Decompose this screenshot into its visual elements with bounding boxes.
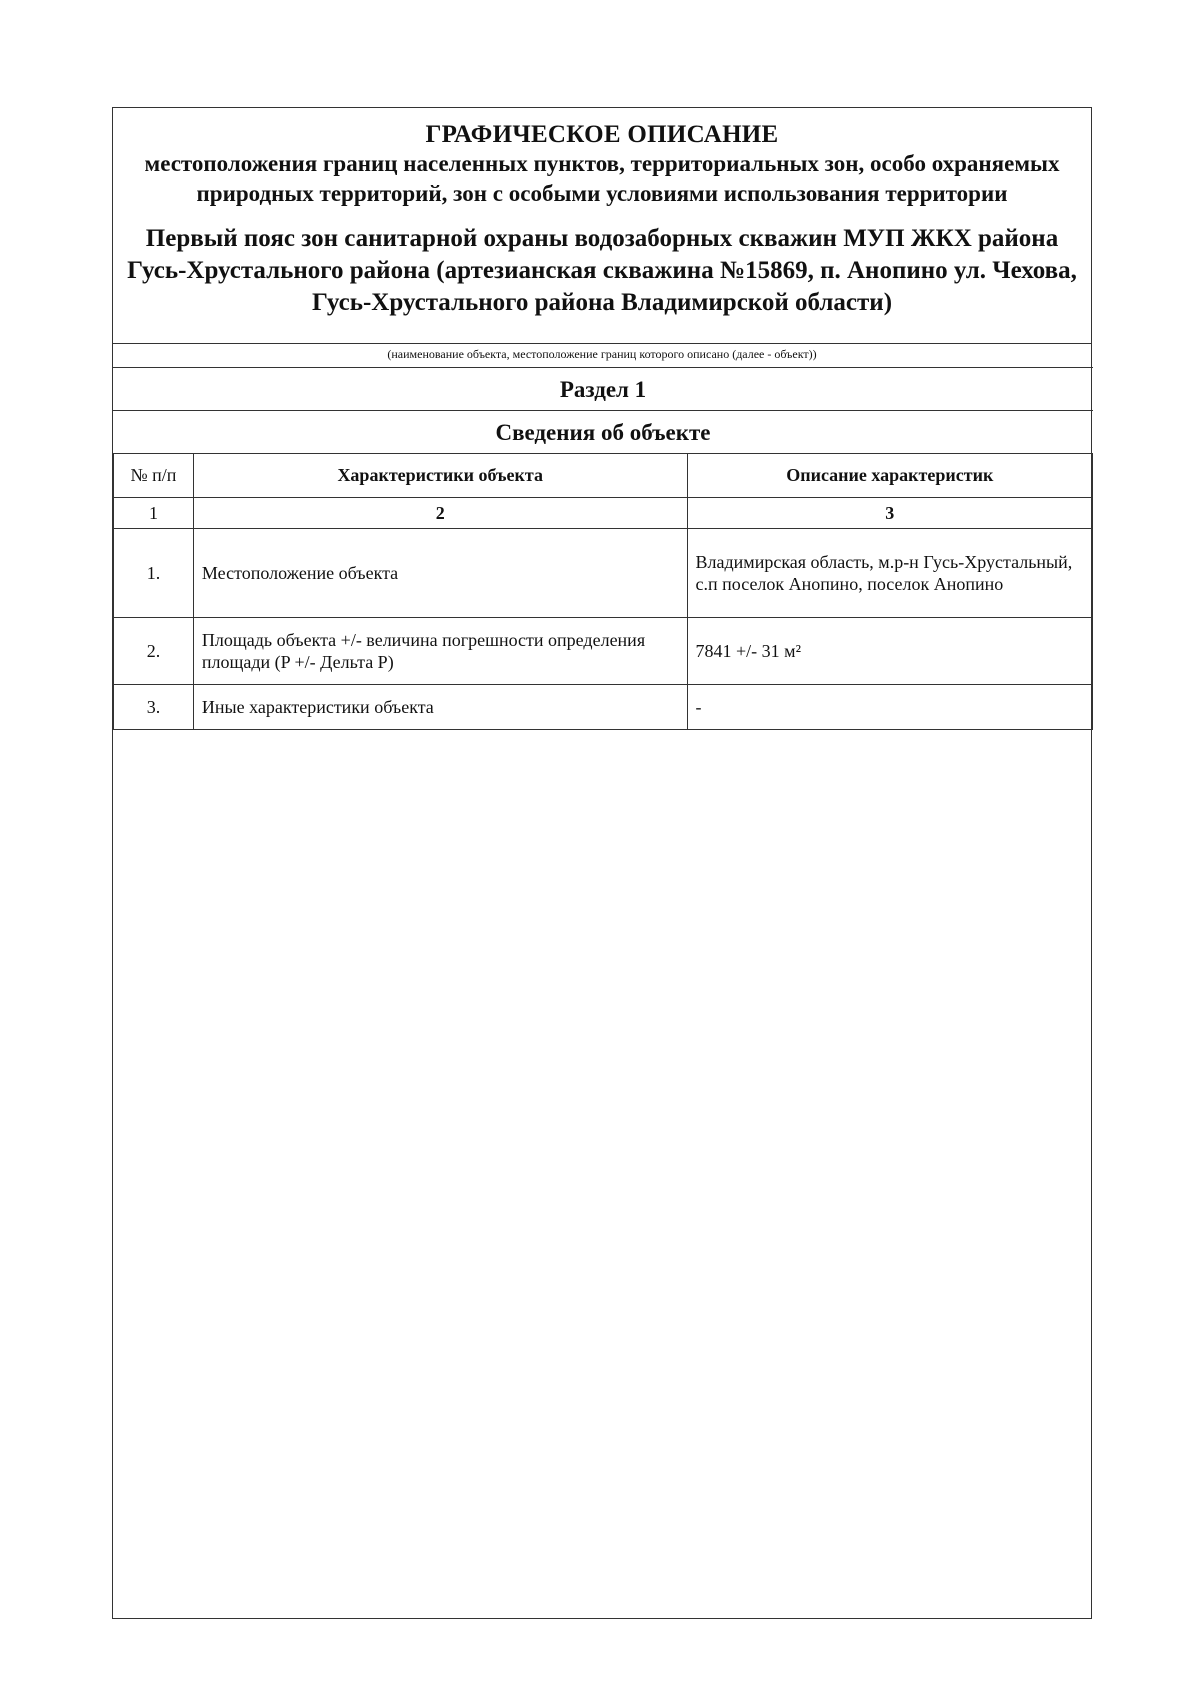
document-title: ГРАФИЧЕСКОЕ ОПИСАНИЕ [425,121,779,148]
row-number: 2. [114,618,194,685]
row-description: - [687,685,1092,730]
object-caption: (наименование объекта, местоположение границ которого описано (далее - объект)) [113,343,1091,368]
column-number-3: 3 [687,498,1092,529]
row-number: 1. [114,529,194,618]
header-number: № п/п [114,454,194,498]
document-frame [112,107,1092,1619]
table-row [114,618,1093,685]
section-heading: Сведения об объекте [113,410,1093,454]
row-characteristic: Местоположение объекта [193,529,687,618]
row-characteristic: Иные характеристики объекта [193,685,687,730]
header-characteristic: Характеристики объекта [193,454,687,498]
table-row [114,529,1093,618]
table-row [114,685,1093,730]
title-block [113,108,1091,319]
section-label: Раздел 1 [113,367,1093,411]
column-number-1: 1 [114,498,194,529]
column-number-row [114,498,1093,529]
row-number: 3. [114,685,194,730]
header-description: Описание характеристик [687,454,1092,498]
object-name: Первый пояс зон санитарной охраны водозаборных скважин МУП ЖКХ района Гусь-Хрустального района (артезианская скважина №15869, п. Анопино ул. Чехова, Гусь-Хрустального района Владимирской области) [127,225,1077,316]
row-description: Владимирская область, м.р-н Гусь-Хрустальный, с.п поселок Анопино, поселок Анопино [687,529,1092,618]
object-info-table [113,453,1093,730]
row-characteristic: Площадь объекта +/- величина погрешности определения площади (P +/- Дельта P) [193,618,687,685]
table-header-row [114,454,1093,498]
column-number-2: 2 [193,498,687,529]
document-subtitle: местоположения границ населенных пунктов, территориальных зон, особо охраняемых природных территорий, зон с особыми условиями использования территории [144,151,1060,206]
row-description: 7841 +/- 31 м² [687,618,1092,685]
